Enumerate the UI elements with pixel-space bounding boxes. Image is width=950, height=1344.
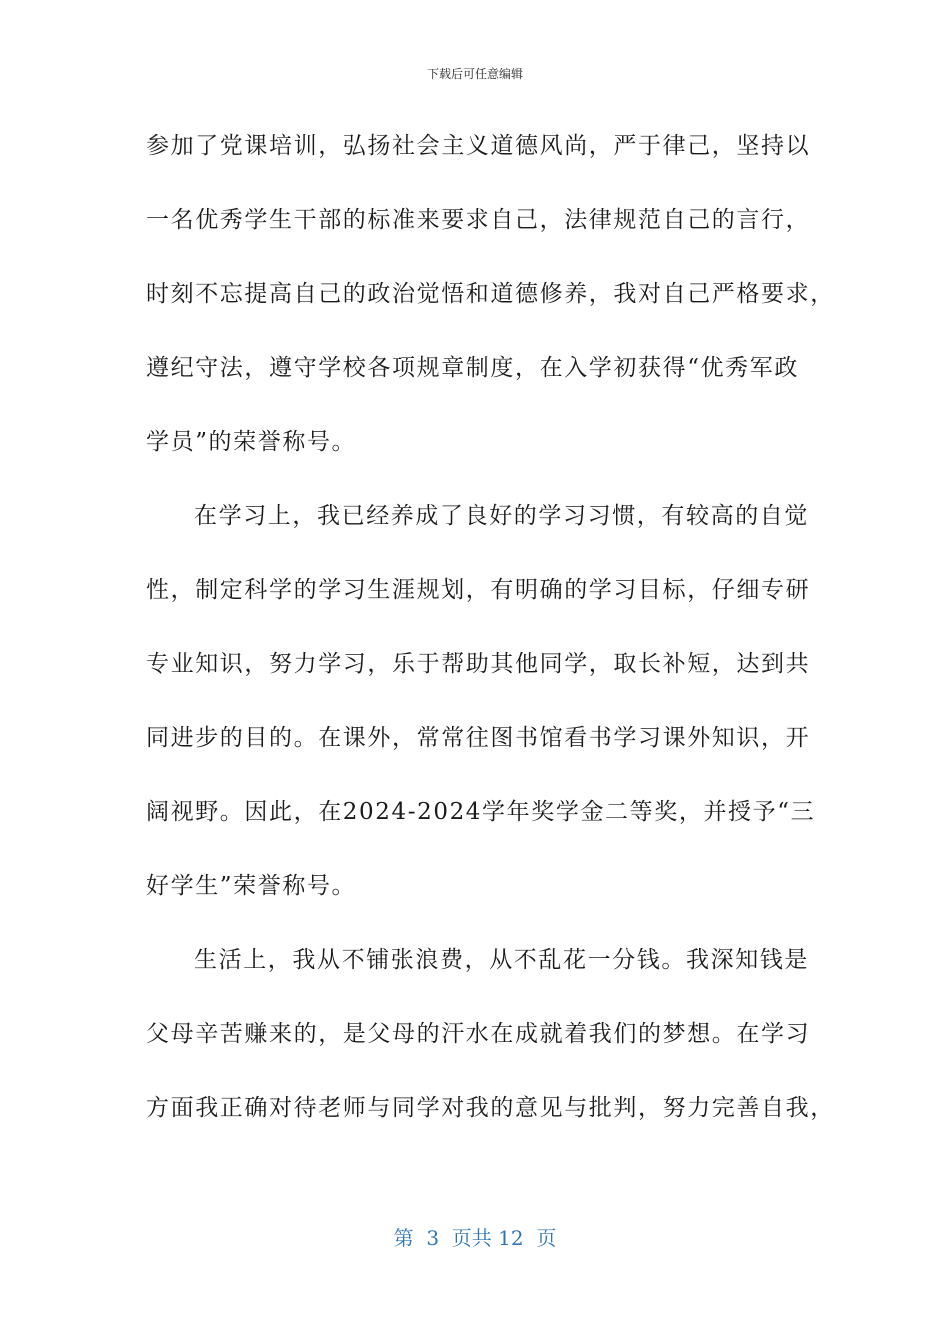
page-header-note: 下载后可任意编辑 bbox=[426, 67, 523, 81]
text-line: 同进步的目的。在课外，常常往图书馆看书学习课外知识，开 bbox=[146, 725, 811, 751]
text-line: 一名优秀学生干部的标准来要求自己，法律规范自己的言行， bbox=[146, 207, 811, 233]
text-line: 性，制定科学的学习生涯规划，有明确的学习目标，仔细专研 bbox=[146, 577, 811, 603]
text-line: 学员”的荣誉称号。 bbox=[146, 429, 357, 455]
text-line: 时刻不忘提高自己的政治觉悟和道德修养，我对自己严格要求， bbox=[146, 281, 835, 307]
text-line: 参加了党课培训，弘扬社会主义道德风尚，严于律己，坚持以 bbox=[146, 133, 811, 159]
text-line: 遵纪守法，遵守学校各项规章制度，在入学初获得“优秀军政 bbox=[146, 355, 799, 381]
paragraph-start-line: 在学习上，我已经养成了良好的学习习惯，有较高的自觉 bbox=[194, 503, 809, 529]
document-body bbox=[146, 122, 835, 1158]
text-line: 专业知识，努力学习，乐于帮助其他同学，取长补短，达到共 bbox=[146, 651, 811, 677]
text-line: 方面我正确对待老师与同学对我的意见与批判，努力完善自我， bbox=[146, 1095, 835, 1121]
page-number-footer: 第 3 页共 12 页 bbox=[393, 1226, 557, 1250]
paragraph-start-line: 生活上，我从不铺张浪费，从不乱花一分钱。我深知钱是 bbox=[194, 947, 809, 973]
text-line: 阔视野。因此，在2024-2024学年奖学金二等奖，并授予“三 bbox=[146, 799, 816, 825]
text-line: 父母辛苦赚来的，是父母的汗水在成就着我们的梦想。在学习 bbox=[146, 1021, 811, 1047]
text-line: 好学生”荣誉称号。 bbox=[146, 873, 357, 899]
